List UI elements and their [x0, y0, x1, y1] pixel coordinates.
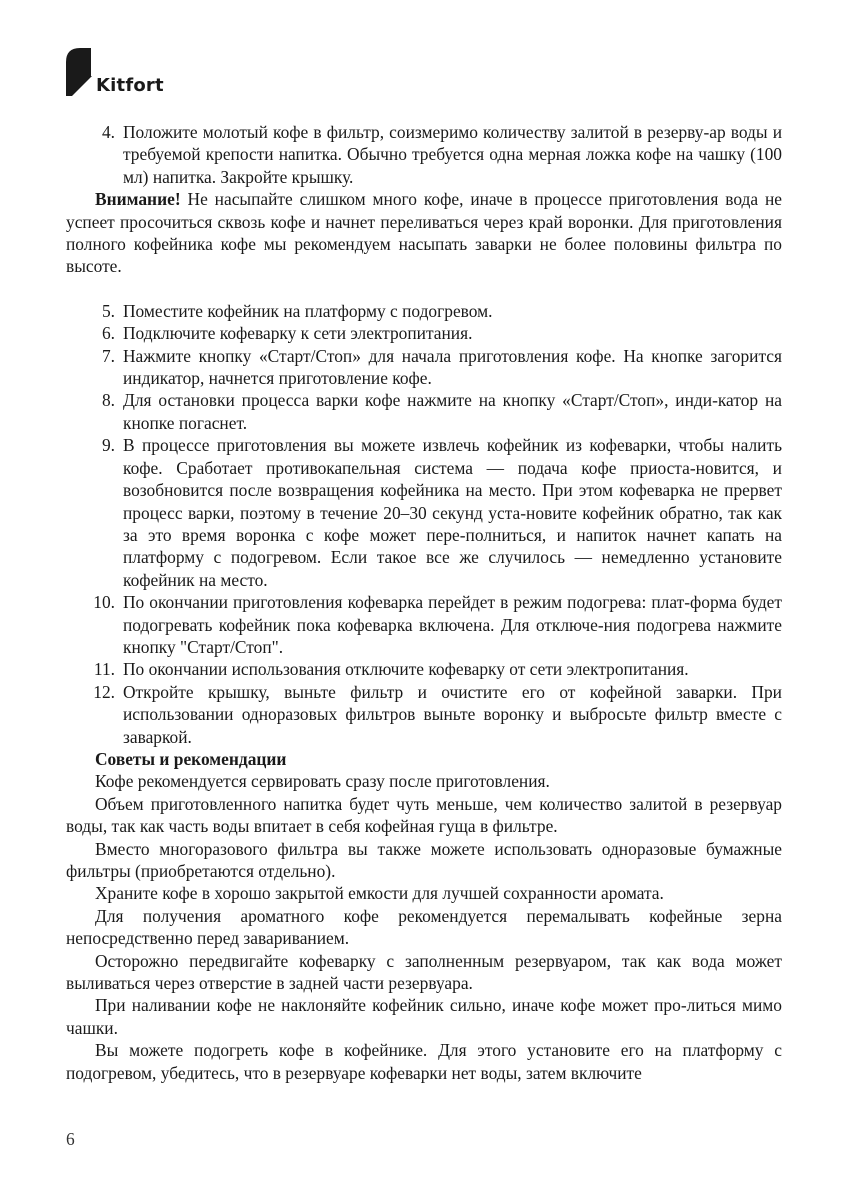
list-item: [66, 389, 782, 434]
kitfort-logo-text: Kitfort: [96, 75, 164, 96]
warning-label: Внимание!: [95, 189, 181, 210]
tips-paragraph: При наливании кофе не наклоняйте кофейник сильно, иначе кофе может про-литься мимо чашки.: [66, 995, 782, 1038]
tips-heading: Советы и рекомендации: [95, 748, 287, 769]
list-item-text: Поместите кофейник на платформу с подогревом.: [123, 300, 493, 321]
list-item: [66, 300, 782, 322]
list-item: [66, 658, 782, 680]
list-item-text: Для остановки процесса варки кофе нажмите на кнопку «Старт/Стоп», инди-катор на кнопке погаснет.: [123, 390, 782, 433]
tips-paragraph: Для получения ароматного кофе рекомендуется перемалывать кофейные зерна непосредственно перед завариванием.: [66, 905, 782, 949]
page-number: 6: [66, 1129, 75, 1149]
list-item-number: 10.: [93, 592, 115, 613]
list-item-text: По окончании использования отключите кофеварку от сети электропитания.: [123, 659, 689, 680]
list-item-text: По окончании приготовления кофеварка перейдет в режим подогрева: плат-форма будет подогревать кофейник пока кофеварка включена. Для отключе-ния подогрева нажмите кнопку "Старт/Стоп".: [123, 592, 782, 657]
list-item-number: 5.: [101, 300, 115, 321]
list-item-text: В процессе приготовления вы можете извлечь кофейник из кофеварки, чтобы налить кофе. Сработает противокапельная система — подача кофе приоста-новится, и возобновится после возвращения кофейника на место. При этом кофеварка не прервет процесс варки, поэтому в течение 20–30 секунд уста-новите кофейник обратно, так как за это время воронка с кофе может пере-полниться, и напиток начнет капать на платформу с подогревом. Если такое все же случилось — немедленно установите кофейник на место.: [123, 435, 782, 590]
kitfort-logo-mark-icon: [66, 48, 96, 98]
list-item-text: Откройте крышку, выньте фильтр и очистите его от кофейной заварки. При использовании одноразовых фильтров выньте воронку и выбросьте фильтр вместе с заваркой.: [123, 681, 782, 747]
list-item-number: 4.: [101, 122, 115, 142]
warning-paragraph: [66, 188, 782, 278]
tips-paragraph: Объем приготовленного напитка будет чуть меньше, чем количество залитой в резервуар воды, так как часть воды впитает в себя кофейная гуща в фильтре.: [66, 793, 782, 837]
list-item: [66, 345, 782, 390]
warning-text: Не насыпайте слишком много кофе, иначе в процессе приготовления вода не успеет просочиться сквозь кофе и начнет переливаться через край воронки. Для приготовления полного кофейника кофе мы рекомендуем насыпать заварки не более половины фильтра по высоте.: [66, 189, 782, 277]
tips-paragraph: Храните кофе в хорошо закрытой емкости для лучшей сохранности аромата.: [95, 883, 664, 904]
steps-list-a: [66, 121, 782, 188]
list-item: [66, 591, 782, 658]
list-item: [66, 121, 782, 188]
list-item-number: 8.: [101, 390, 115, 411]
kitfort-logo: [66, 48, 206, 98]
tips-paragraph: Вы можете подогреть кофе в кофейнике. Для этого установите его на платформу с подогревом, убедитесь, что в резервуаре кофеварки нет воды, затем включите: [66, 1040, 782, 1083]
list-item: [66, 681, 782, 748]
list-item: [66, 322, 782, 344]
list-item-number: 9.: [101, 435, 115, 456]
list-item-text: Положите молотый кофе в фильтр, соизмеримо количеству залитой в резерву-ар воды и требуемой крепости напитка. Обычно требуется одна мерная ложка кофе на чашку (100 мл) напитка. Закройте крышку.: [123, 122, 782, 187]
tips-paragraph: Кофе рекомендуется сервировать сразу после приготовления.: [95, 771, 550, 792]
list-item-number: 6.: [101, 323, 115, 344]
list-item-text: Подключите кофеварку к сети электропитания.: [123, 323, 473, 344]
tips-paragraph: Осторожно передвигайте кофеварку с заполненным резервуаром, так как вода может выливаться через отверстие в задней части резервуара.: [66, 950, 782, 994]
list-item-number: 7.: [101, 345, 115, 366]
page-content: [66, 121, 782, 1084]
list-item-number: 11.: [93, 659, 115, 680]
list-item: [66, 434, 782, 591]
steps-list-b: [66, 300, 782, 748]
list-item-text: Нажмите кнопку «Старт/Стоп» для начала приготовления кофе. На кнопке загорится индикатор, начнется приготовление кофе.: [123, 345, 782, 389]
list-item-number: 12.: [93, 681, 115, 702]
tips-paragraph: Вместо многоразового фильтра вы также можете использовать одноразовые бумажные фильтры (приобретаются отдельно).: [66, 838, 782, 881]
